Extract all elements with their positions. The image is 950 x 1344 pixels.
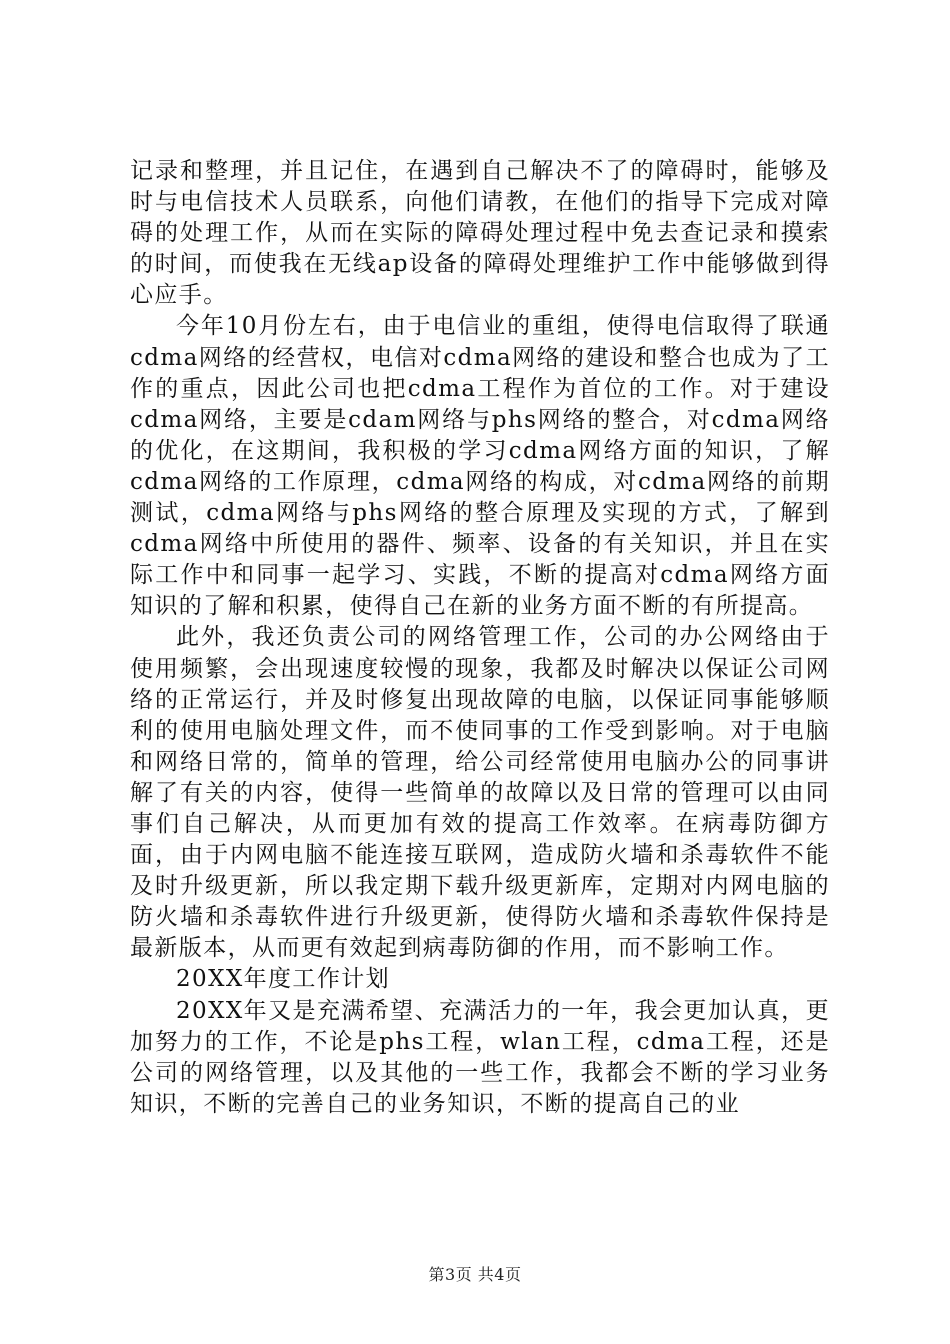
paragraph-1: 记录和整理，并且记住，在遇到自己解决不了的障碍时，能够及时与电信技术人员联系，向他们请教，在他们的指导下完成对障碍的处理工作，从而在实际的障碍处理过程中免去查记录和摸索的时间，而使我在无线ap设备的障碍处理维护工作中能够做到得心应手。: [130, 158, 830, 309]
page-number-footer: 第3页 共4页: [428, 1265, 522, 1284]
document-body: [130, 156, 830, 1120]
paragraph-5: 20XX年又是充满希望、充满活力的一年，我会更加认真，更加努力的工作，不论是phs工程，wlan工程，cdma工程，还是公司的网络管理，以及其他的一些工作，我都会不断的学习业务知识，不断的完善自己的业务知识，不断的提高自己的业: [130, 997, 830, 1117]
section-heading: 20XX年度工作计划: [176, 966, 391, 993]
paragraph-2: 今年10月份左右，由于电信业的重组，使得电信取得了联通cdma网络的经营权，电信对cdma网络的建设和整合也成为了工作的重点，因此公司也把cdma工程作为首位的工作。对于建设cdma网络，主要是cdam网络与phs网络的整合，对cdma网络的优化，在这期间，我积极的学习cdma网络方面的知识，了解cdma网络的工作原理，cdma网络的构成，对cdma网络的前期测试，cdma网络与phs网络的整合原理及实现的方式，了解到cdma网络中所使用的器件、频率、设备的有关知识，并且在实际工作中和同事一起学习、实践，不断的提高对cdma网络方面知识的了解和积累，使得自己在新的业务方面不断的有所提高。: [130, 313, 830, 620]
paragraph-3: 此外，我还负责公司的网络管理工作，公司的办公网络由于使用频繁，会出现速度较慢的现象，我都及时解决以保证公司网络的正常运行，并及时修复出现故障的电脑，以保证同事能够顺利的使用电脑处理文件，而不使同事的工作受到影响。对于电脑和网络日常的，简单的管理，给公司经常使用电脑办公的同事讲解了有关的内容，使得一些简单的故障以及日常的管理可以由同事们自己解决，从而更加有效的提高工作效率。在病毒防御方面，由于内网电脑不能连接互联网，造成防火墙和杀毒软件不能及时升级更新，所以我定期下载升级更新库，定期对内网电脑的防火墙和杀毒软件进行升级更新，使得防火墙和杀毒软件保持是最新版本，从而更有效起到病毒防御的作用，而不影响工作。: [130, 624, 830, 962]
